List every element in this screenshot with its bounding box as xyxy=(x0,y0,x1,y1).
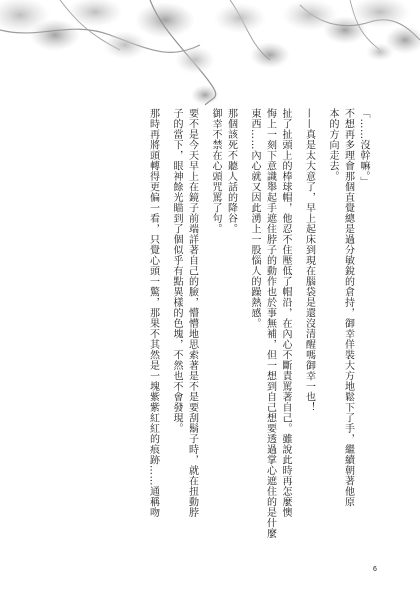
text-column: 那個該死不聽人話的降谷。 xyxy=(225,108,237,234)
blank-column xyxy=(201,108,207,548)
text-column: 御幸不禁在心頭咒罵了句。 xyxy=(210,108,221,234)
text-column: 本的方向走去。 xyxy=(327,108,338,182)
vertical-text-body xyxy=(55,108,370,548)
text-column: 不想再多理會那個直覺總是過分敏銳的倉持，御幸佯裝大方地鬆下了手，繼續朝著他原 xyxy=(342,108,354,507)
page-number: 6 xyxy=(373,566,377,573)
text-column: 要不是今天早上在鏡子前端詳著自己的臉，懵懵地思索著是不是要刮鬍子時，就在扭動脖 xyxy=(186,108,198,518)
foliage-header-illustration xyxy=(0,0,420,110)
blank-column xyxy=(162,108,168,548)
blank-column xyxy=(318,108,324,548)
text-column: 子的當下，眼神餘光瞄到了個似乎有點異樣的色塊，不然也不會發現。 xyxy=(171,108,182,434)
blank-column xyxy=(294,108,300,548)
text-column: ——真是太大意了，早上起床到現在腦袋是還沒清醒嗎御幸一也！ xyxy=(303,108,315,413)
blank-column xyxy=(240,108,246,548)
text-column: 「……沒幹嘛。」 xyxy=(358,108,369,187)
text-column: 東西……內心就又因此湧上一股惱人的躁熱感。 xyxy=(249,108,260,329)
text-column: 扯了扯頭上的棒球帽，他忍不住壓低了帽沿，在內心不斷責罵著自己。雖說此時再怎麼懊 xyxy=(280,108,291,518)
text-column: 那時再將頭轉得更偏一看，只覺心頭一驚，那果不其然是一塊紫紫紅紅的痕跡……通稱吻 xyxy=(147,108,159,518)
text-column: 悔上一刻下意識舉起手遮住脖子的動作也於事無補，但一想到自己想要透過掌心遮住的是什麼 xyxy=(264,108,276,539)
